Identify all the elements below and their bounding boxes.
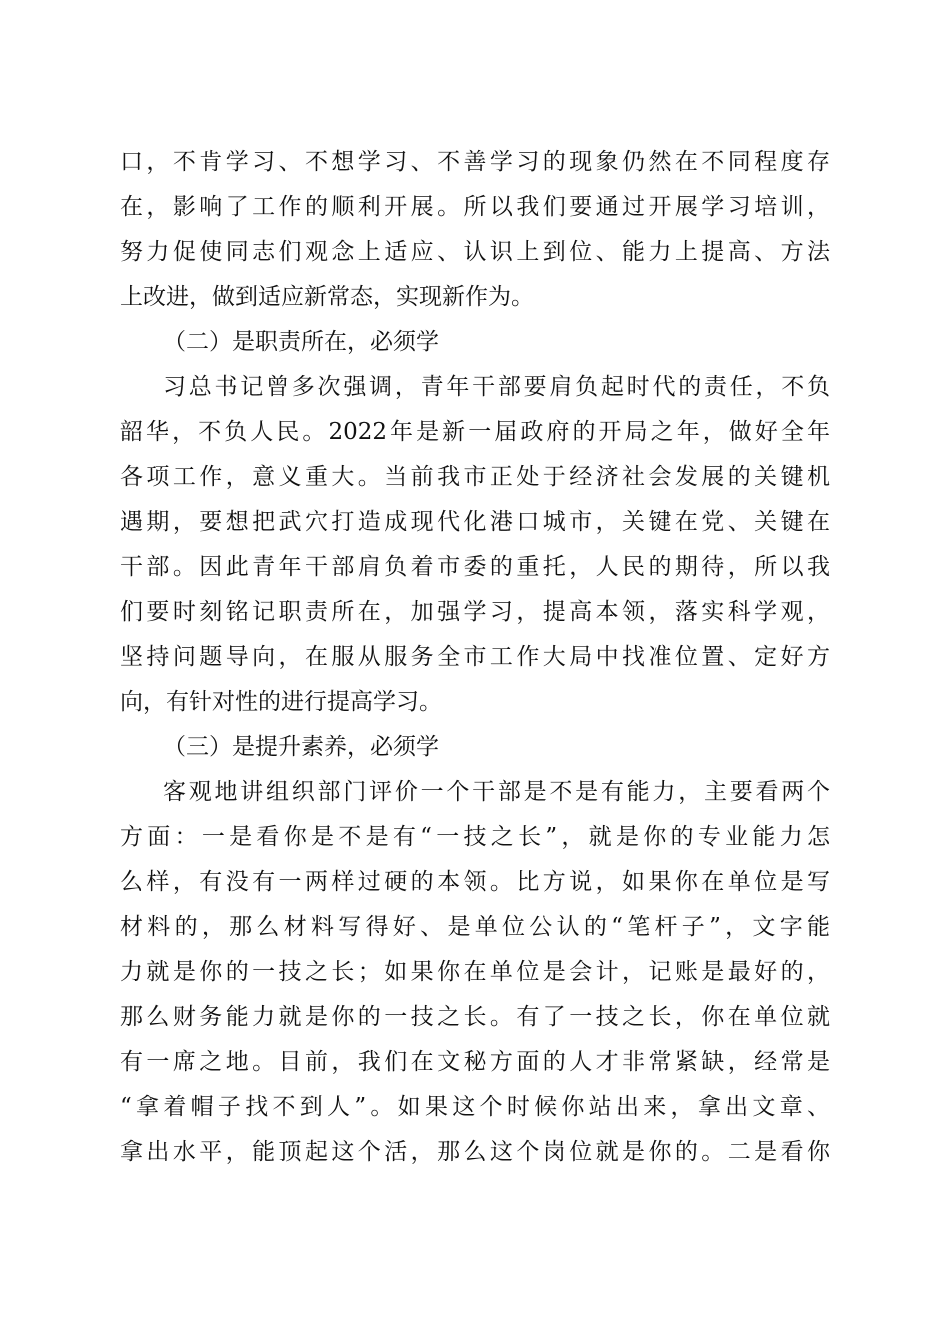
paragraph-line: 么样，有没有一两样过硬的本领。比方说，如果你在单位是写 bbox=[120, 869, 830, 895]
paragraph-line: 上改进，做到适应新常态，实现新作为。 bbox=[120, 284, 534, 310]
paragraph-line: 客观地讲组织部门评价一个干部是不是有能力，主要看两个 bbox=[163, 779, 830, 805]
paragraph-line: 们要时刻铭记职责所在，加强学习，提高本领，落实科学观， bbox=[120, 599, 830, 625]
paragraph-line: 遇期，要想把武穴打造成现代化港口城市，关键在党、关键在 bbox=[120, 509, 830, 535]
paragraph-line: 力就是你的一技之长；如果你在单位是会计，记账是最好的， bbox=[120, 959, 830, 985]
paragraph-line: 材料的，那么材料写得好、是单位公认的“笔杆子”，文字能 bbox=[120, 914, 830, 940]
section-heading: （二）是职责所在，必须学 bbox=[163, 329, 439, 355]
paragraph-line: 在，影响了工作的顺利开展。所以我们要通过开展学习培训， bbox=[120, 194, 830, 220]
paragraph-line: “拿着帽子找不到人”。如果这个时候你站出来，拿出文章、 bbox=[120, 1094, 830, 1120]
paragraph-line: 拿出水平，能顶起这个活，那么这个岗位就是你的。二是看你 bbox=[120, 1139, 830, 1165]
paragraph-line: 向，有针对性的进行提高学习。 bbox=[120, 689, 442, 715]
paragraph-line: 方面：一是看你是不是有“一技之长”，就是你的专业能力怎 bbox=[120, 824, 830, 850]
paragraph-line: 习总书记曾多次强调，青年干部要肩负起时代的责任，不负 bbox=[163, 374, 830, 400]
paragraph-line: 各项工作，意义重大。当前我市正处于经济社会发展的关键机 bbox=[120, 464, 830, 490]
paragraph-line: 那么财务能力就是你的一技之长。有了一技之长，你在单位就 bbox=[120, 1004, 830, 1030]
paragraph-line: 口，不肯学习、不想学习、不善学习的现象仍然在不同程度存 bbox=[120, 149, 830, 175]
section-heading: （三）是提升素养，必须学 bbox=[163, 734, 439, 760]
paragraph-line: 坚持问题导向，在服从服务全市工作大局中找准位置、定好方 bbox=[120, 644, 830, 670]
paragraph-line: 努力促使同志们观念上适应、认识上到位、能力上提高、方法 bbox=[120, 239, 830, 265]
paragraph-line: 有一席之地。目前，我们在文秘方面的人才非常紧缺，经常是 bbox=[120, 1049, 830, 1075]
paragraph-line: 韶华，不负人民。2022年是新一届政府的开局之年，做好全年 bbox=[120, 419, 830, 445]
paragraph-line: 干部。因此青年干部肩负着市委的重托，人民的期待，所以我 bbox=[120, 554, 830, 580]
